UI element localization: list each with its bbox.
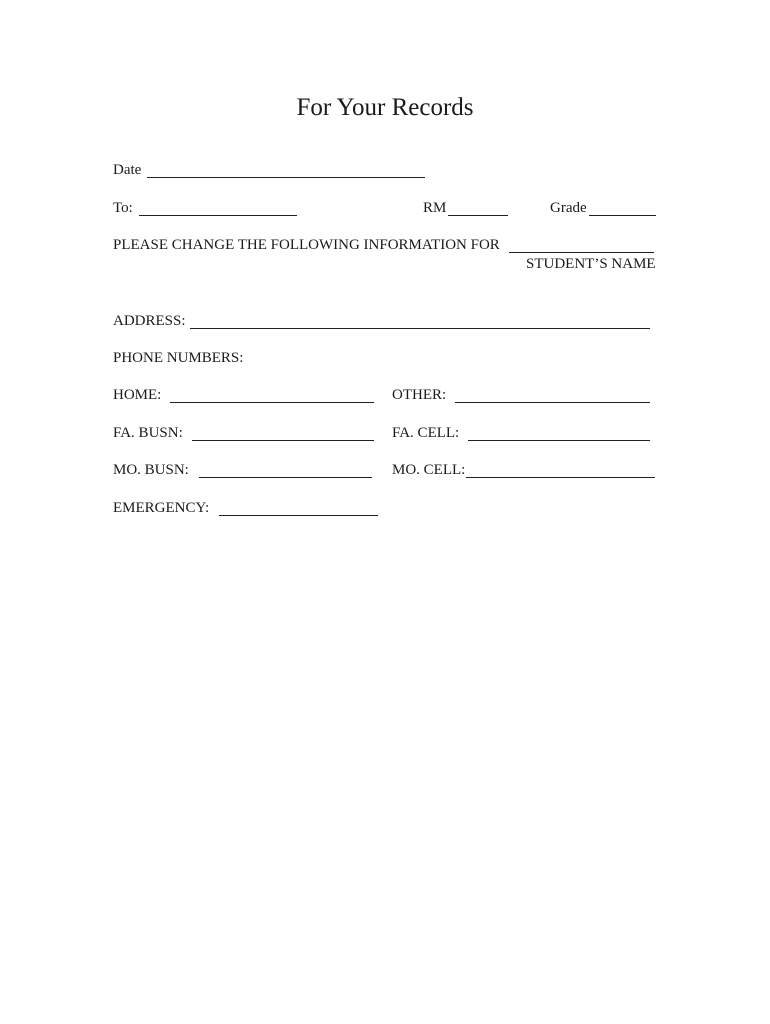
- form-title: For Your Records: [296, 94, 474, 121]
- student-name-field[interactable]: [509, 252, 654, 253]
- student-name-caption: STUDENT’S NAME: [526, 256, 656, 272]
- date-label: Date: [113, 162, 142, 178]
- date-field[interactable]: [147, 177, 425, 178]
- address-field[interactable]: [190, 328, 650, 329]
- fa-cell-label: FA. CELL:: [392, 425, 460, 441]
- other-label: OTHER:: [392, 387, 447, 403]
- home-label: HOME:: [113, 387, 162, 403]
- phone-numbers-heading: PHONE NUMBERS:: [113, 350, 244, 366]
- change-request-label: PLEASE CHANGE THE FOLLOWING INFORMATION FOR: [113, 237, 500, 253]
- home-phone-field[interactable]: [170, 402, 374, 403]
- emergency-label: EMERGENCY:: [113, 500, 210, 516]
- mo-busn-field[interactable]: [199, 477, 372, 478]
- address-label: ADDRESS:: [113, 313, 186, 329]
- rm-field[interactable]: [448, 215, 508, 216]
- to-label: To:: [113, 200, 133, 216]
- to-field[interactable]: [139, 215, 297, 216]
- fa-busn-label: FA. BUSN:: [113, 425, 183, 441]
- mo-busn-label: MO. BUSN:: [113, 462, 189, 478]
- fa-busn-field[interactable]: [192, 440, 374, 441]
- grade-label: Grade: [550, 200, 587, 216]
- emergency-field[interactable]: [219, 515, 378, 516]
- other-phone-field[interactable]: [455, 402, 650, 403]
- grade-field[interactable]: [589, 215, 656, 216]
- fa-cell-field[interactable]: [468, 440, 650, 441]
- rm-label: RM: [423, 200, 447, 216]
- mo-cell-field[interactable]: [466, 477, 655, 478]
- mo-cell-label: MO. CELL:: [392, 462, 466, 478]
